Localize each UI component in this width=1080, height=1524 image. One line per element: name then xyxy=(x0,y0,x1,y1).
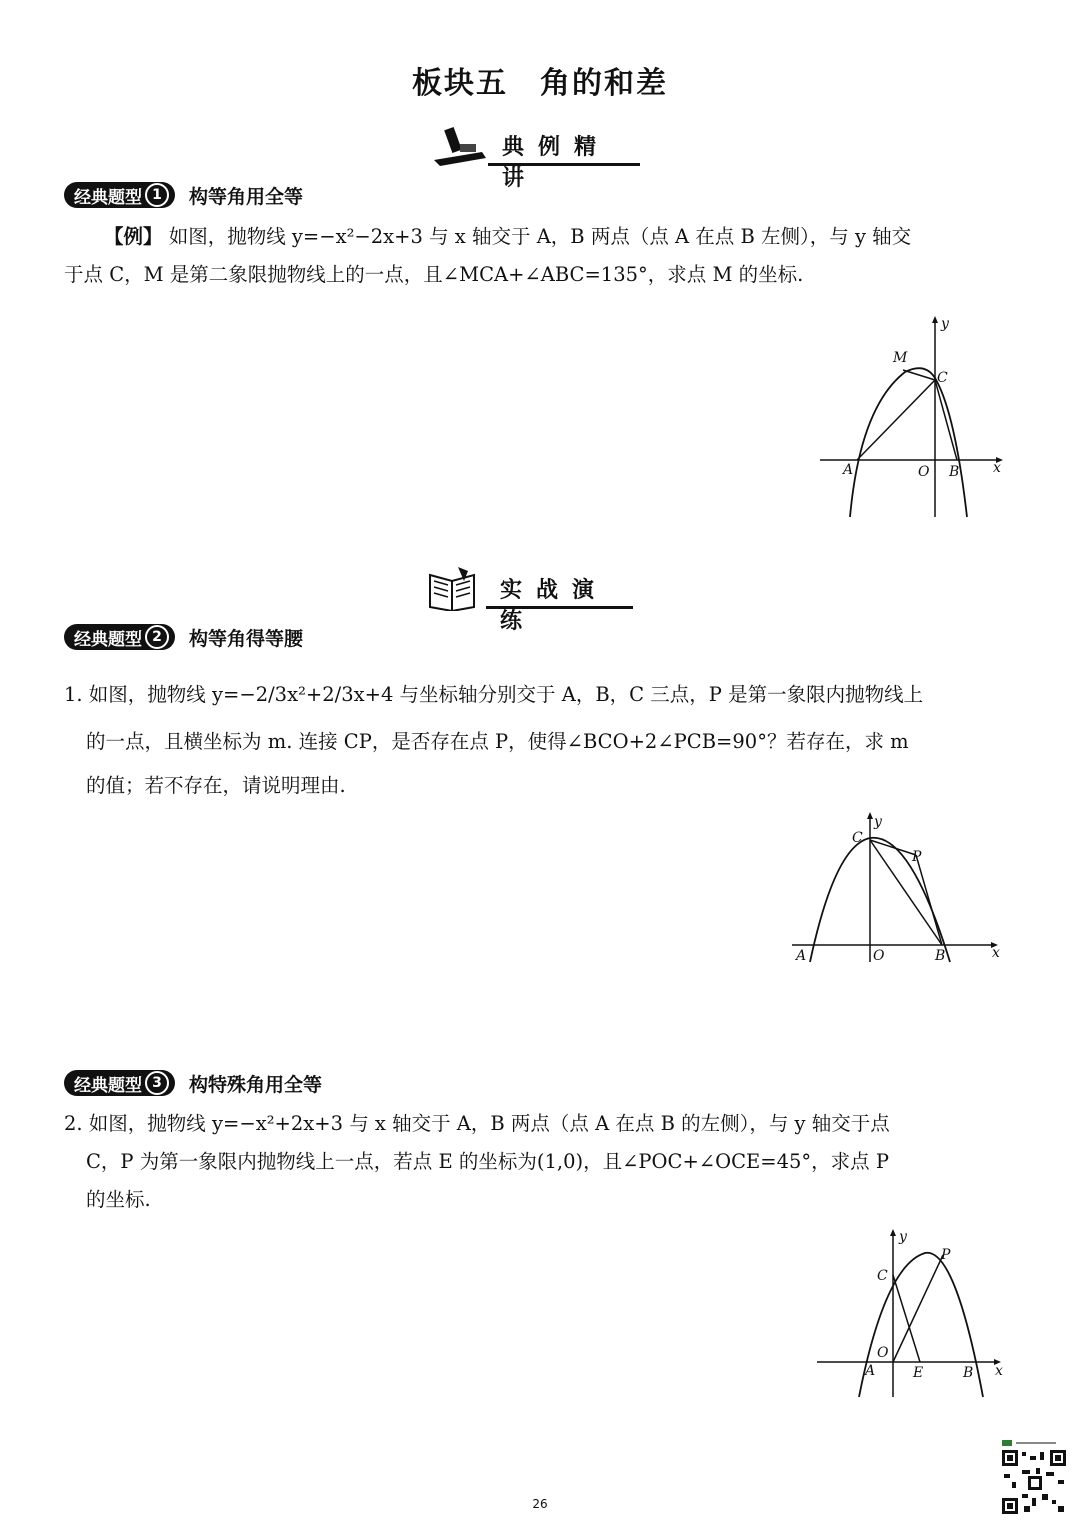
question-type-tag-2: 经典题型 2 构等角得等腰 xyxy=(64,622,303,652)
svg-text:y: y xyxy=(899,1229,907,1245)
svg-text:x: x xyxy=(995,1363,1003,1379)
question-type-tag-3: 经典题型 3 构特殊角用全等 xyxy=(64,1068,322,1098)
svg-text:C: C xyxy=(937,370,948,386)
svg-text:B: B xyxy=(949,464,960,480)
question-type-title: 构等角用全等 xyxy=(189,185,304,208)
svg-text:y: y xyxy=(874,814,882,830)
svg-text:P: P xyxy=(912,849,922,865)
problem-2-text: 2. 如图，抛物线 y=−x²+2x+3 与 x 轴交于 A，B 两点（点 A 在点 B 的左侧），与 y 轴交于点 C，P 为第一象限内抛物线上一点，若点 E 的坐标为(1,0)，且∠POC+∠OCE=45°，求点 P 的坐标. xyxy=(64,1112,890,1211)
svg-text:B: B xyxy=(935,948,946,964)
page-number: 26 xyxy=(532,1497,548,1511)
microscope-icon xyxy=(430,122,490,168)
svg-text:C: C xyxy=(852,830,863,846)
question-type-title: 构等角得等腰 xyxy=(189,627,304,650)
figure-problem-1-parabola xyxy=(790,810,1010,970)
svg-text:x: x xyxy=(993,460,1001,476)
svg-text:y: y xyxy=(941,316,949,332)
question-type-tag-1: 经典题型 1 构等角用全等 xyxy=(64,180,303,210)
svg-text:A: A xyxy=(843,462,854,478)
svg-text:O: O xyxy=(918,464,930,480)
svg-text:B: B xyxy=(963,1365,974,1381)
svg-text:O: O xyxy=(873,948,885,964)
svg-text:M: M xyxy=(893,350,908,366)
book-icon xyxy=(428,567,480,611)
section-banner-examples xyxy=(430,122,640,191)
section-banner-practice xyxy=(428,565,633,634)
svg-text:x: x xyxy=(992,945,1000,961)
example-text: 【例】 如图，抛物线 y=−x²−2x+3 与 x 轴交于 A，B 两点（点 A 在点 B 左侧），与 y 轴交 于点 C，M 是第二象限抛物线上的一点，且∠MCA+∠ABC=135°，求点 M 的坐标. xyxy=(64,225,912,286)
svg-text:C: C xyxy=(877,1268,888,1284)
svg-text:O: O xyxy=(877,1345,889,1361)
question-type-title: 构特殊角用全等 xyxy=(189,1073,323,1096)
svg-text:A: A xyxy=(796,948,807,964)
figure-example-parabola xyxy=(815,312,1010,522)
svg-text:E: E xyxy=(913,1365,924,1381)
banner-label: 典例精讲 xyxy=(502,135,611,191)
svg-text:P: P xyxy=(941,1247,951,1263)
banner-label: 实战演练 xyxy=(500,578,609,634)
page-title: 板块五 角的和差 xyxy=(412,66,668,101)
problem-1-text: 1. 如图，抛物线 y=−2/3x²+2/3x+4 与坐标轴分别交于 A，B，C 三点，P 是第一象限内抛物线上 的一点，且横坐标为 m. 连接 CP，是否存在点 P，使得∠BCO+2∠PCB=90°？若存在，求 m 的值；若不存在，请说明理由. xyxy=(64,683,924,797)
figure-problem-2-parabola xyxy=(815,1225,1010,1400)
svg-text:A: A xyxy=(865,1363,876,1379)
